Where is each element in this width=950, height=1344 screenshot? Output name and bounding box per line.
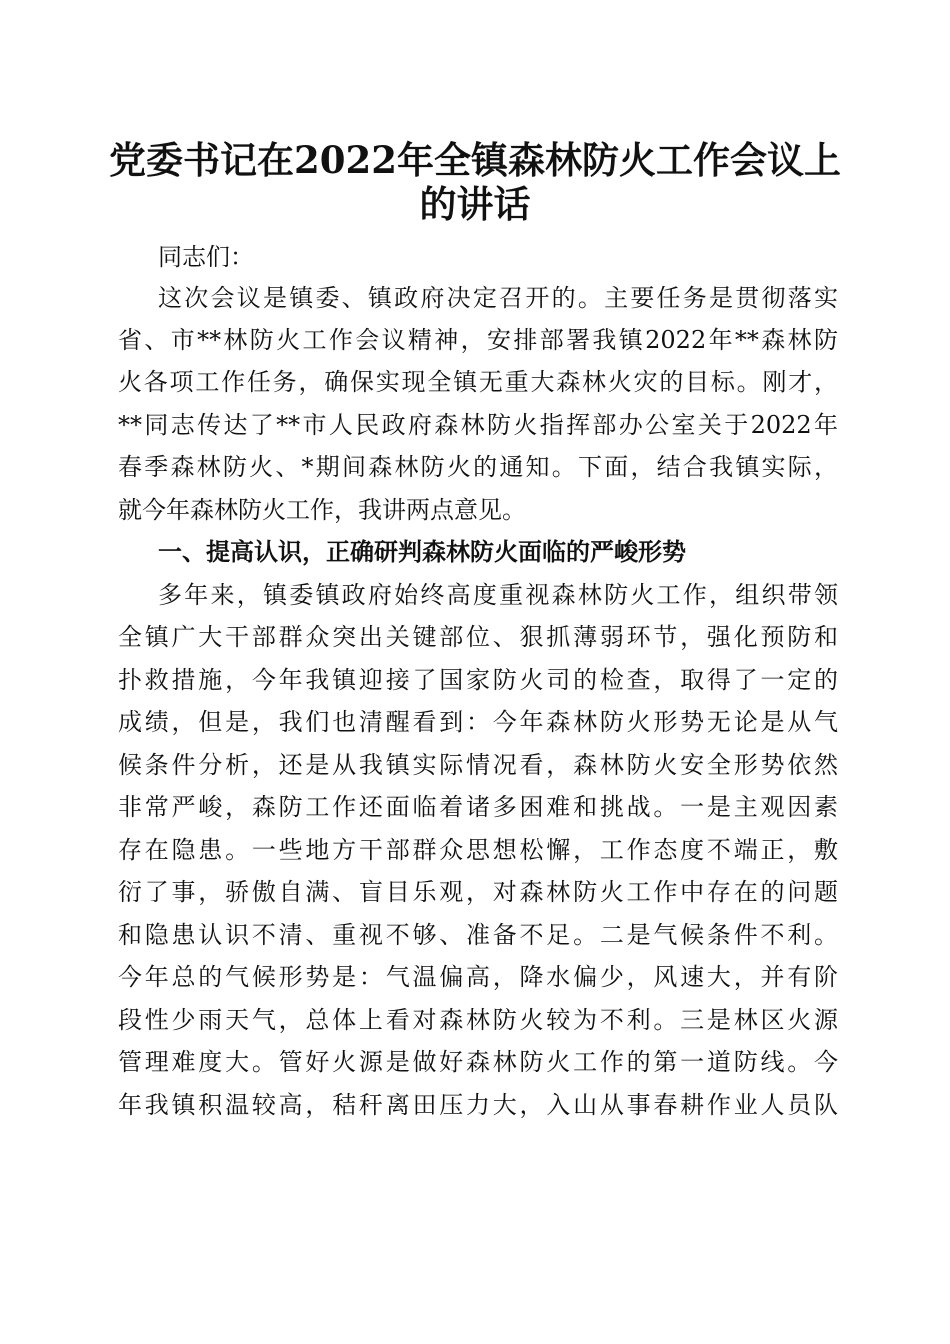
paragraph-2-line: 候条件分析，还是从我镇实际情况看，森林防火安全形势依然 bbox=[118, 751, 838, 779]
paragraph-2-line: 全镇广大干部群众突出关键部位、狠抓薄弱环节，强化预防和 bbox=[118, 623, 838, 651]
paragraph-2-line: 今年总的气候形势是：气温偏高，降水偏少，风速大，并有阶 bbox=[118, 963, 838, 991]
paragraph-1-line: 就今年森林防火工作，我讲两点意见。 bbox=[118, 496, 526, 524]
paragraph-2-line: 和隐患认识不清、重视不够、准备不足。二是气候条件不利。 bbox=[118, 921, 838, 949]
salutation: 同志们： bbox=[158, 243, 254, 271]
paragraph-2-line: 管理难度大。管好火源是做好森林防火工作的第一道防线。今 bbox=[118, 1048, 838, 1076]
paragraph-2-line: 段性少雨天气，总体上看对森林防火较为不利。三是林区火源 bbox=[118, 1006, 838, 1034]
paragraph-1-line: **同志传达了**市人民政府森林防火指挥部办公室关于2022年 bbox=[118, 411, 838, 439]
paragraph-2-line: 成绩，但是，我们也清醒看到：今年森林防火形势无论是从气 bbox=[118, 708, 838, 736]
paragraph-1-line: 省、市**林防火工作会议精神，安排部署我镇2022年**森林防 bbox=[118, 326, 838, 354]
paragraph-2-line: 存在隐患。一些地方干部群众思想松懈，工作态度不端正，敷 bbox=[118, 836, 838, 864]
document-title-line-2: 的讲话 bbox=[419, 182, 531, 226]
paragraph-2-line: 多年来，镇委镇政府始终高度重视森林防火工作，组织带领 bbox=[158, 581, 838, 609]
document-title-line-1: 党委书记在2022年全镇森林防火工作会议上 bbox=[109, 138, 841, 182]
paragraph-2-line: 年我镇积温较高，秸秆离田压力大，入山从事春耕作业人员队 bbox=[118, 1091, 838, 1119]
paragraph-2-line: 扑救措施，今年我镇迎接了国家防火司的检查，取得了一定的 bbox=[118, 666, 838, 694]
paragraph-1-line: 这次会议是镇委、镇政府决定召开的。主要任务是贯彻落实 bbox=[158, 284, 838, 312]
paragraph-2-line: 衍了事，骄傲自满、盲目乐观，对森林防火工作中存在的问题 bbox=[118, 878, 838, 906]
paragraph-2-line: 非常严峻，森防工作还面临着诸多困难和挑战。一是主观因素 bbox=[118, 793, 838, 821]
section-heading-1: 一、提高认识，正确研判森林防火面临的严峻形势 bbox=[158, 538, 686, 566]
paragraph-1-line: 春季森林防火、*期间森林防火的通知。下面，结合我镇实际， bbox=[118, 453, 838, 481]
paragraph-1-line: 火各项工作任务，确保实现全镇无重大森林火灾的目标。刚才， bbox=[118, 368, 838, 396]
